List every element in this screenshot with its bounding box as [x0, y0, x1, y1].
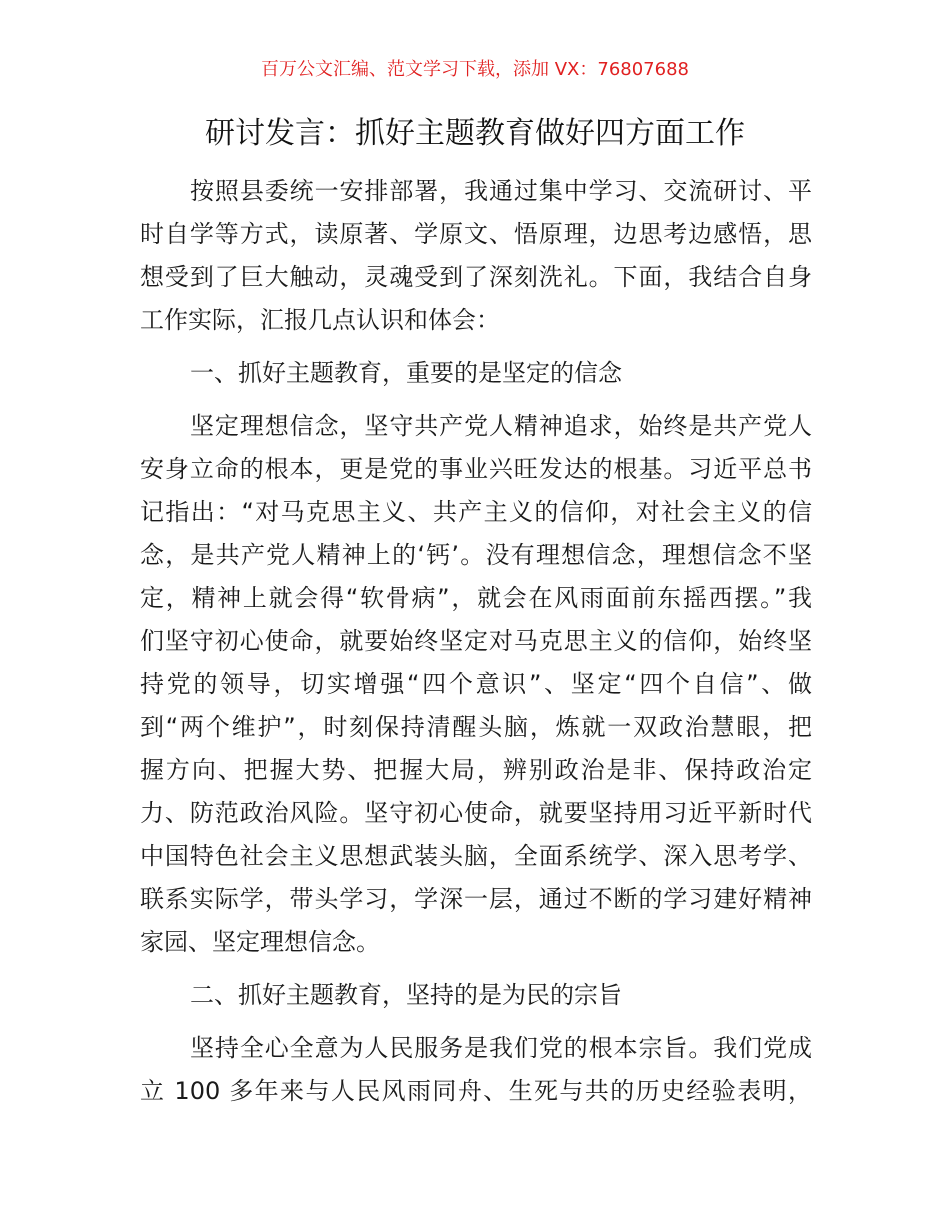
text-line: 力、防范政治风险。坚守初心使命，就要坚持用习近平新时代: [140, 799, 812, 827]
text-line: 坚定理想信念，坚守共产党人精神追求，始终是共产党人: [190, 412, 812, 440]
text-line: 想受到了巨大触动，灵魂受到了深刻洗礼。下面，我结合自身: [140, 263, 812, 291]
paragraph-gap: [140, 964, 812, 974]
watermark-banner: 百万公文汇编、范文学习下载，添加 VX：76807688: [261, 59, 689, 80]
text-line: 一、抓好主题教育，重要的是坚定的信念: [190, 359, 622, 387]
text-line: 们坚守初心使命，就要始终坚定对马克思主义的信仰，始终坚: [140, 627, 812, 655]
paragraph-gap: [140, 342, 812, 352]
text-line: 安身立命的根本，更是党的事业兴旺发达的根基。习近平总书: [140, 455, 812, 483]
text-line: 持党的领导，切实增强“四个意识”、坚定“四个自信”、做: [140, 670, 812, 698]
text-line: 立 100 多年来与人民风雨同舟、生死与共的历史经验表明，: [140, 1077, 812, 1105]
section-heading: [140, 974, 812, 1017]
paragraph: [140, 405, 812, 964]
text-line: 工作实际，汇报几点认识和体会：: [140, 306, 500, 334]
document-body: [140, 170, 812, 1113]
text-line: 家园、坚定理想信念。: [140, 928, 380, 956]
text-line: 按照县委统一安排部署，我通过集中学习、交流研讨、平: [190, 177, 812, 205]
text-line: 联系实际学，带头学习，学深一层，通过不断的学习建好精神: [140, 885, 812, 913]
document-title: 研讨发言：抓好主题教育做好四方面工作: [205, 116, 745, 151]
paragraph: [140, 170, 812, 342]
text-line: 二、抓好主题教育，坚持的是为民的宗旨: [190, 981, 622, 1009]
paragraph-gap: [140, 395, 812, 405]
text-line: 念，是共产党人精神上的‘钙’。没有理想信念，理想信念不坚: [140, 541, 812, 569]
text-line: 定，精神上就会得“软骨病”，就会在风雨面前东摇西摆。”我: [140, 584, 812, 612]
text-line: 坚持全心全意为人民服务是我们党的根本宗旨。我们党成: [190, 1034, 812, 1062]
paragraph-gap: [140, 1017, 812, 1027]
text-line: 握方向、把握大势、把握大局，辨别政治是非、保持政治定: [140, 756, 812, 784]
text-line: 时自学等方式，读原著、学原文、悟原理，边思考边感悟，思: [140, 220, 812, 248]
text-line: 中国特色社会主义思想武装头脑，全面系统学、深入思考学、: [140, 842, 812, 870]
section-heading: [140, 352, 812, 395]
paragraph: [140, 1027, 812, 1113]
text-line: 记指出：“对马克思主义、共产主义的信仰，对社会主义的信: [140, 498, 812, 526]
text-line: 到“两个维护”，时刻保持清醒头脑，炼就一双政治慧眼，把: [140, 713, 812, 741]
